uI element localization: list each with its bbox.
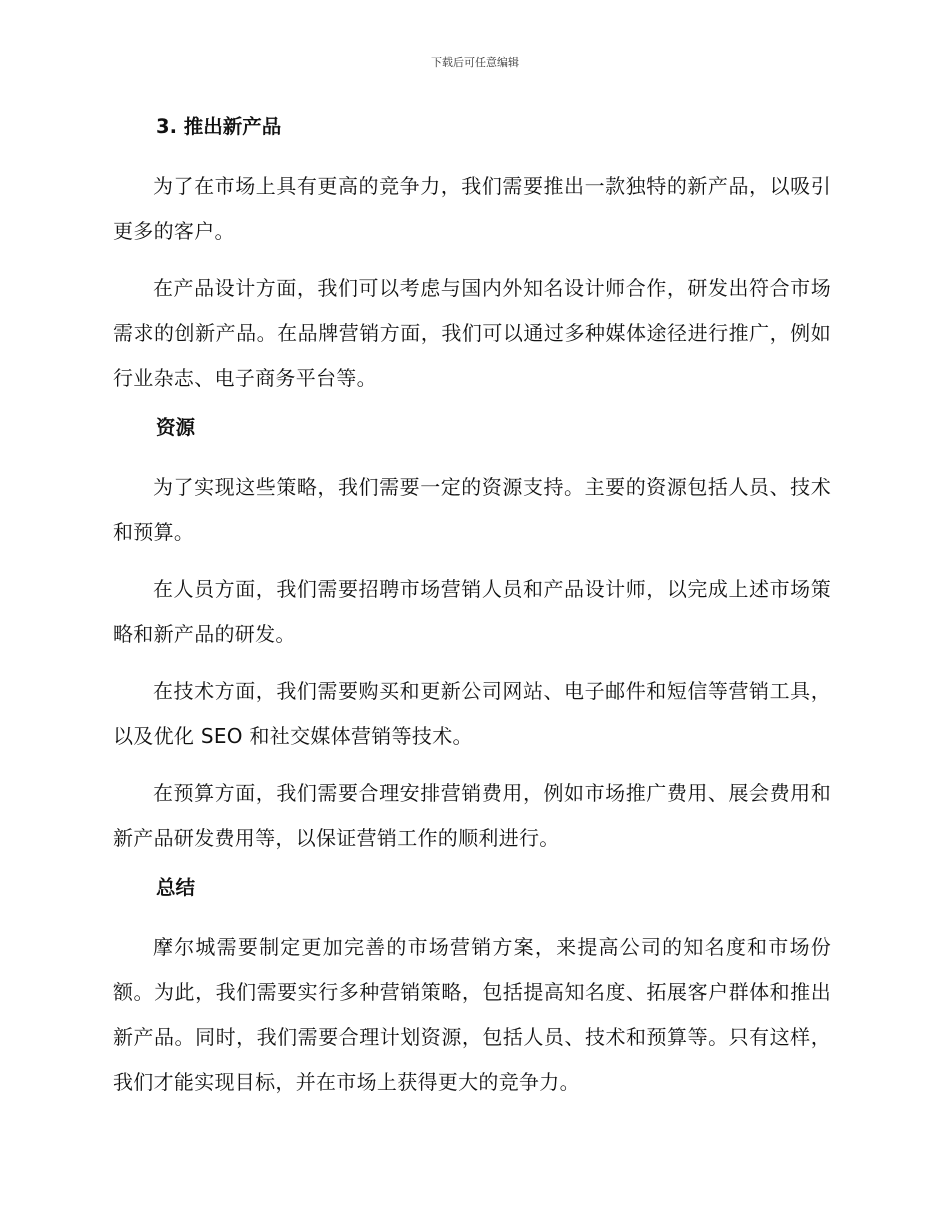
section-heading: 资源	[156, 416, 196, 439]
section-heading: 总结	[156, 876, 196, 899]
section-resources	[113, 413, 831, 861]
paragraph: 在人员方面，我们需要招聘市场营销人员和产品设计师，以完成上述市场策略和新产品的研发。	[113, 577, 831, 646]
paragraph: 摩尔城需要制定更加完善的市场营销方案，来提高公司的知名度和市场份额。为此，我们需要实行多种营销策略，包括提高知名度、拓展客户群体和推出新产品。同时，我们需要合理计划资源，包括人员、技术和预算等。只有这样，我们才能实现目标，并在市场上获得更大的竞争力。	[113, 935, 831, 1094]
paragraph: 在技术方面，我们需要购买和更新公司网站、电子邮件和短信等营销工具，以及优化 SEO 和社交媒体营销等技术。	[113, 679, 831, 748]
paragraph: 在预算方面，我们需要合理安排营销费用，例如市场推广费用、展会费用和新产品研发费用等，以保证营销工作的顺利进行。	[113, 781, 831, 850]
paragraph: 为了在市场上具有更高的竞争力，我们需要推出一款独特的新产品，以吸引更多的客户。	[113, 174, 831, 243]
page-header-note: 下载后可任意编辑	[431, 56, 519, 69]
section-summary	[113, 873, 831, 1105]
section-heading: 3. 推出新产品	[156, 115, 282, 138]
paragraph: 在产品设计方面，我们可以考虑与国内外知名设计师合作，研发出符合市场需求的创新产品。在品牌营销方面，我们可以通过多种媒体途径进行推广，例如行业杂志、电子商务平台等。	[113, 276, 831, 390]
paragraph: 为了实现这些策略，我们需要一定的资源支持。主要的资源包括人员、技术和预算。	[113, 475, 831, 544]
section-new-product	[113, 112, 831, 401]
document-body	[113, 112, 831, 1117]
